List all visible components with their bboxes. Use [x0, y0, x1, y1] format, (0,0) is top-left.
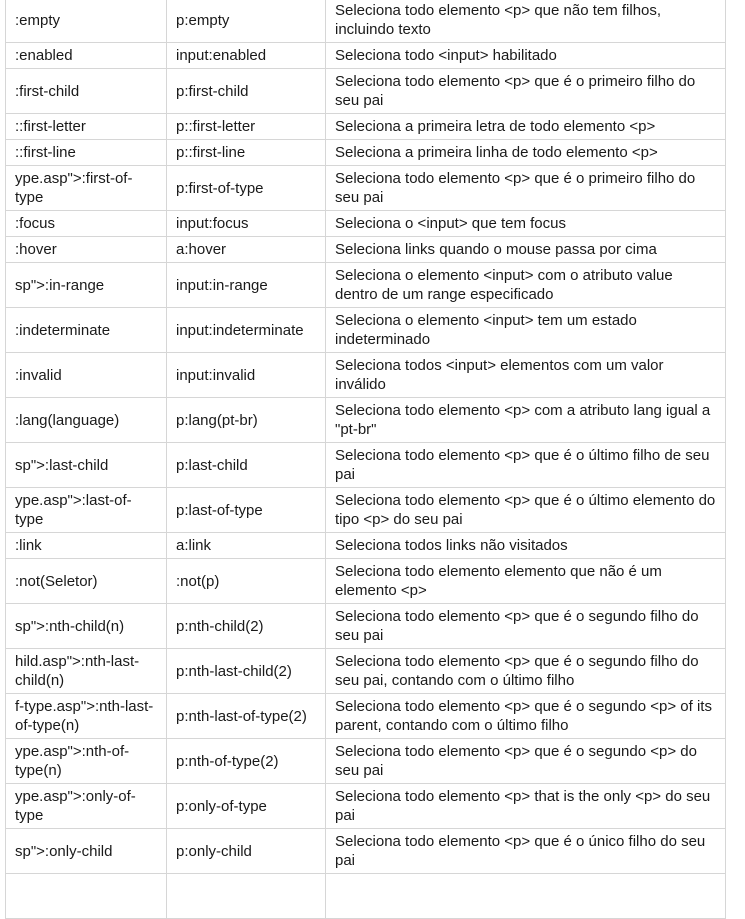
table-row [6, 443, 726, 488]
description-cell: Seleciona links quando o mouse passa por cima [326, 237, 726, 263]
table-row [6, 739, 726, 784]
selector-cell: :lang(language) [6, 398, 167, 443]
description-cell: Seleciona todo elemento elemento que não é um elemento <p> [326, 559, 726, 604]
table-row [6, 237, 726, 263]
description-cell: Seleciona todos <input> elementos com um valor inválido [326, 353, 726, 398]
table-row [6, 140, 726, 166]
description-cell [326, 874, 726, 919]
selector-cell: f-type.asp">:nth-last-of-type(n) [6, 694, 167, 739]
example-cell: p:only-of-type [167, 784, 326, 829]
selector-cell: sp">:last-child [6, 443, 167, 488]
selector-cell: :invalid [6, 353, 167, 398]
table-row [6, 533, 726, 559]
selector-cell: :focus [6, 211, 167, 237]
table-row [6, 211, 726, 237]
selector-cell: :hover [6, 237, 167, 263]
example-cell: p::first-letter [167, 114, 326, 140]
table-row [6, 166, 726, 211]
table-row [6, 69, 726, 114]
css-selectors-table [5, 0, 726, 919]
example-cell: input:in-range [167, 263, 326, 308]
example-cell: input:indeterminate [167, 308, 326, 353]
table-row [6, 488, 726, 533]
table-row [6, 114, 726, 140]
css-selectors-table-container [5, 0, 725, 919]
selector-cell: hild.asp">:nth-last-child(n) [6, 649, 167, 694]
selector-cell [6, 874, 167, 919]
description-cell: Seleciona todo elemento <p> que é o último elemento do tipo <p> do seu pai [326, 488, 726, 533]
table-row [6, 398, 726, 443]
description-cell: Seleciona todo elemento <p> que é o segundo <p> do seu pai [326, 739, 726, 784]
description-cell: Seleciona o <input> que tem focus [326, 211, 726, 237]
description-cell: Seleciona todo elemento <p> que é o segundo filho do seu pai [326, 604, 726, 649]
selector-cell: ype.asp">:nth-of-type(n) [6, 739, 167, 784]
description-cell: Seleciona a primeira linha de todo elemento <p> [326, 140, 726, 166]
description-cell: Seleciona todo elemento <p> que é o primeiro filho do seu pai [326, 69, 726, 114]
description-cell: Seleciona todo elemento <p> that is the only <p> do seu pai [326, 784, 726, 829]
selector-cell: ::first-letter [6, 114, 167, 140]
description-cell: Seleciona todo <input> habilitado [326, 43, 726, 69]
selector-cell: sp">:only-child [6, 829, 167, 874]
example-cell: p:lang(pt-br) [167, 398, 326, 443]
selector-cell: ype.asp">:only-of-type [6, 784, 167, 829]
description-cell: Seleciona a primeira letra de todo elemento <p> [326, 114, 726, 140]
selector-cell: :enabled [6, 43, 167, 69]
example-cell: input:enabled [167, 43, 326, 69]
example-cell: p:nth-child(2) [167, 604, 326, 649]
table-row [6, 784, 726, 829]
table-row [6, 353, 726, 398]
example-cell: input:invalid [167, 353, 326, 398]
table-body [6, 0, 726, 874]
description-cell: Seleciona todo elemento <p> que é o segundo <p> of its parent, contando com o último filho [326, 694, 726, 739]
table-row [6, 263, 726, 308]
example-cell: input:focus [167, 211, 326, 237]
table-row [6, 694, 726, 739]
description-cell: Seleciona todo elemento <p> que é o último filho de seu pai [326, 443, 726, 488]
selector-cell: :link [6, 533, 167, 559]
example-cell: p:nth-last-child(2) [167, 649, 326, 694]
example-cell [167, 874, 326, 919]
table-row [6, 43, 726, 69]
table-row [6, 308, 726, 353]
table-row [6, 604, 726, 649]
table-row [6, 829, 726, 874]
example-cell: p:empty [167, 0, 326, 43]
description-cell: Seleciona todo elemento <p> que não tem filhos, incluindo texto [326, 0, 726, 43]
description-cell: Seleciona todo elemento <p> que é o segundo filho do seu pai, contando com o último filho [326, 649, 726, 694]
example-cell: a:hover [167, 237, 326, 263]
description-cell: Seleciona todos links não visitados [326, 533, 726, 559]
example-cell: p:nth-last-of-type(2) [167, 694, 326, 739]
description-cell: Seleciona o elemento <input> tem um estado indeterminado [326, 308, 726, 353]
example-cell: p:last-of-type [167, 488, 326, 533]
selector-cell: ype.asp">:last-of-type [6, 488, 167, 533]
example-cell: :not(p) [167, 559, 326, 604]
selector-cell: :first-child [6, 69, 167, 114]
example-cell: a:link [167, 533, 326, 559]
selector-cell: :indeterminate [6, 308, 167, 353]
selector-cell: sp">:in-range [6, 263, 167, 308]
example-cell: p:nth-of-type(2) [167, 739, 326, 784]
description-cell: Seleciona todo elemento <p> que é o primeiro filho do seu pai [326, 166, 726, 211]
selector-cell: :empty [6, 0, 167, 43]
selector-cell: ::first-line [6, 140, 167, 166]
selector-cell: sp">:nth-child(n) [6, 604, 167, 649]
description-cell: Seleciona o elemento <input> com o atributo value dentro de um range especificado [326, 263, 726, 308]
example-cell: p:last-child [167, 443, 326, 488]
example-cell: p::first-line [167, 140, 326, 166]
table-row-partial [6, 874, 726, 919]
example-cell: p:first-of-type [167, 166, 326, 211]
selector-cell: :not(Seletor) [6, 559, 167, 604]
table-row [6, 559, 726, 604]
description-cell: Seleciona todo elemento <p> com a atributo lang igual a "pt-br" [326, 398, 726, 443]
example-cell: p:only-child [167, 829, 326, 874]
selector-cell: ype.asp">:first-of-type [6, 166, 167, 211]
description-cell: Seleciona todo elemento <p> que é o único filho do seu pai [326, 829, 726, 874]
table-row [6, 649, 726, 694]
table-body-partial [6, 874, 726, 919]
example-cell: p:first-child [167, 69, 326, 114]
table-row [6, 0, 726, 43]
